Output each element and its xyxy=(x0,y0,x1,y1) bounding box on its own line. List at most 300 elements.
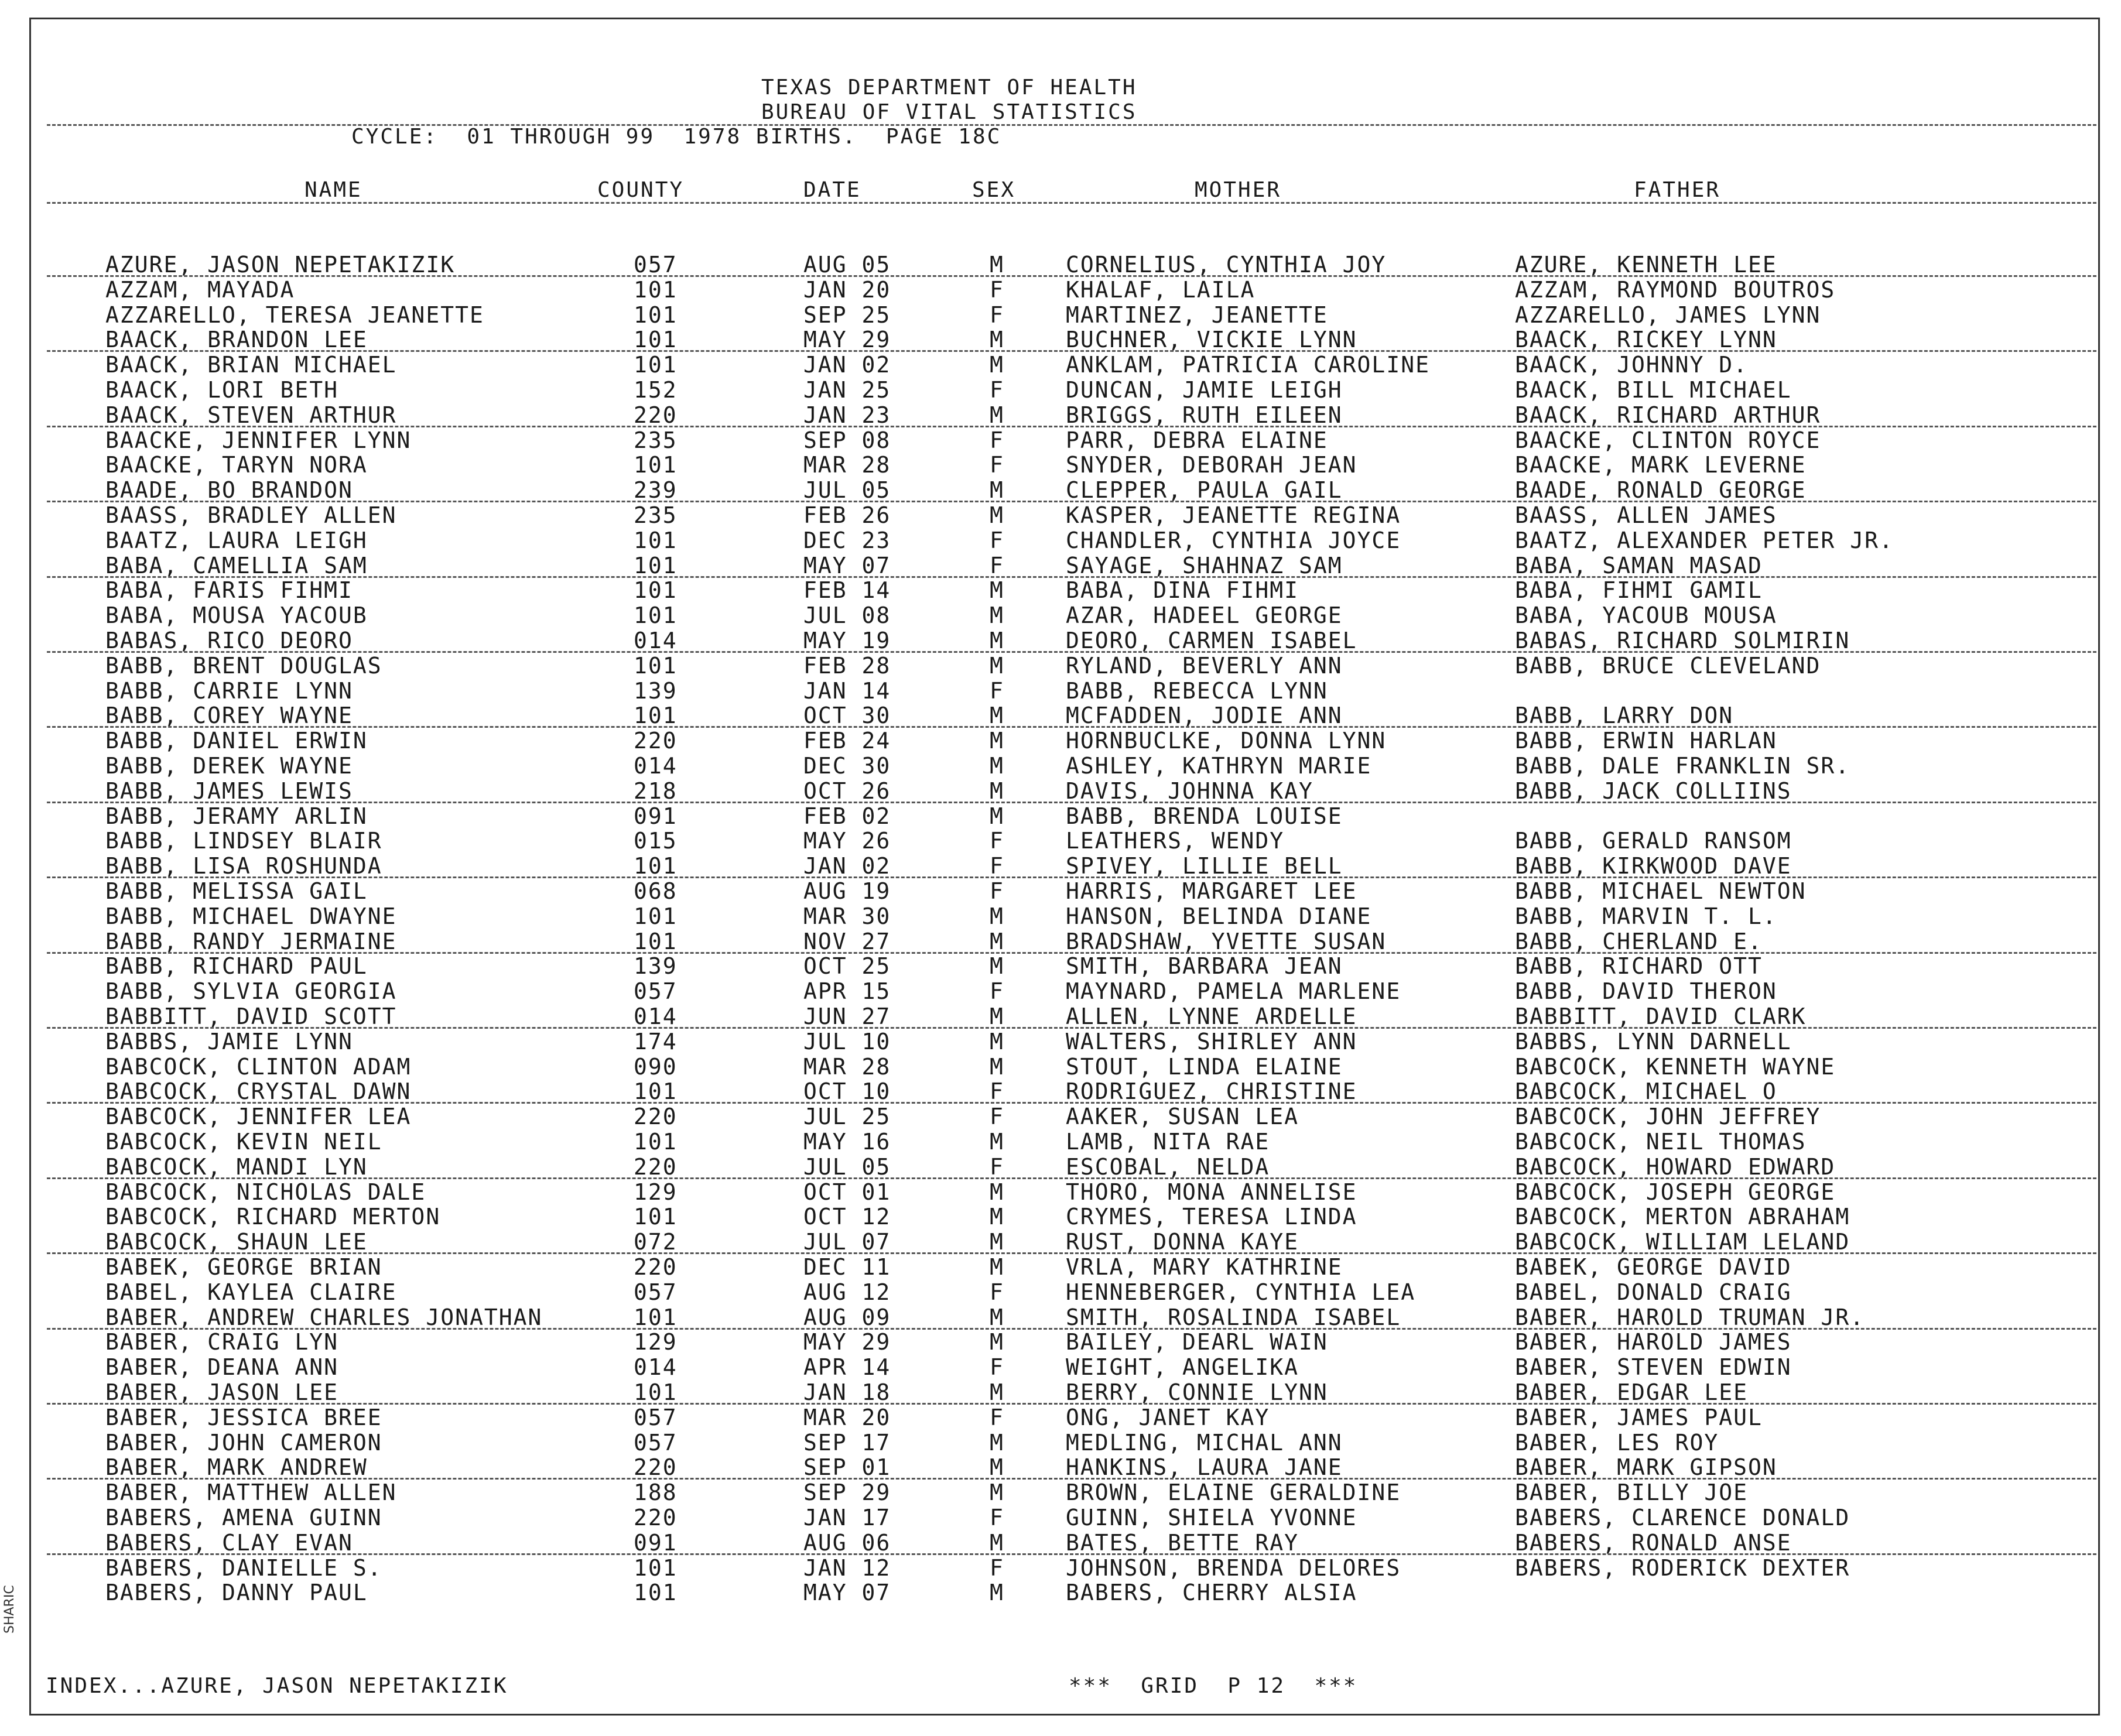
record-father: BABER, EDGAR LEE xyxy=(1515,1379,1749,1405)
record-date: MAY 16 xyxy=(803,1129,891,1155)
record-mother: DEORO, CARMEN ISABEL xyxy=(1066,628,1357,653)
record-mother: PARR, DEBRA ELAINE xyxy=(1066,427,1328,453)
record-father: BABA, YACOUB MOUSA xyxy=(1515,602,1777,629)
record-sex: M xyxy=(990,778,1004,804)
record-name: BABCOCK, SHAUN LEE xyxy=(105,1229,368,1255)
record-name: BABA, MOUSA YACOUB xyxy=(105,602,368,629)
record-name: BABCOCK, KEVIN NEIL xyxy=(105,1129,382,1155)
record-name: BABB, MELISSA GAIL xyxy=(105,878,368,904)
record-sex: F xyxy=(990,452,1004,478)
record-name: BABER, ANDREW CHARLES JONATHAN xyxy=(105,1304,543,1330)
record-mother: VRLA, MARY KATHRINE xyxy=(1066,1254,1343,1280)
record-county: 101 xyxy=(634,302,678,328)
record-father: BABB, MICHAEL NEWTON xyxy=(1515,878,1807,904)
record-date: DEC 11 xyxy=(803,1254,891,1280)
record-county: 152 xyxy=(634,377,678,403)
record-mother: BABA, DINA FIHMI xyxy=(1066,577,1299,604)
record-father: BABERS, RONALD ANSE xyxy=(1515,1529,1792,1556)
grid-footer: *** GRID P 12 *** xyxy=(1069,1674,1358,1698)
record-sex: M xyxy=(990,1454,1004,1481)
record-county: 235 xyxy=(634,502,678,528)
record-name: BABER, JESSICA BREE xyxy=(105,1404,382,1430)
col-header-date: DATE xyxy=(803,178,861,202)
record-date: FEB 14 xyxy=(803,577,891,604)
record-mother: RODRIGUEZ, CHRISTINE xyxy=(1066,1078,1357,1105)
record-name: BABCOCK, RICHARD MERTON xyxy=(105,1204,441,1230)
record-sex: M xyxy=(990,1004,1004,1029)
record-date: OCT 10 xyxy=(803,1078,891,1105)
bureau-title: BUREAU OF VITAL STATISTICS xyxy=(761,100,1137,124)
record-sex: M xyxy=(990,502,1004,528)
record-father: BAADE, RONALD GEORGE xyxy=(1515,477,1807,504)
department-title: TEXAS DEPARTMENT OF HEALTH xyxy=(761,76,1137,100)
record-mother: STOUT, LINDA ELAINE xyxy=(1066,1053,1343,1080)
record-county: 057 xyxy=(634,1279,678,1305)
record-mother: MEDLING, MICHAL ANN xyxy=(1066,1429,1343,1456)
record-sex: M xyxy=(990,1429,1004,1456)
record-county: 101 xyxy=(634,527,678,553)
record-county: 220 xyxy=(634,728,678,754)
record-mother: BABB, BRENDA LOUISE xyxy=(1066,803,1343,829)
record-date: MAY 07 xyxy=(803,1580,891,1606)
col-header-name: NAME xyxy=(305,178,362,202)
record-name: BABB, DANIEL ERWIN xyxy=(105,728,368,754)
record-father: BABB, ERWIN HARLAN xyxy=(1515,728,1777,754)
record-date: MAY 19 xyxy=(803,628,891,653)
record-name: BABCOCK, JENNIFER LEA xyxy=(105,1104,412,1130)
record-date: JAN 12 xyxy=(803,1554,891,1581)
record-date: JAN 14 xyxy=(803,677,891,704)
record-father: BABCOCK, WILLIAM LELAND xyxy=(1515,1229,1850,1255)
record-date: OCT 12 xyxy=(803,1204,891,1230)
col-header-sex: SEX xyxy=(972,178,1016,202)
record-mother: GUINN, SHIELA YVONNE xyxy=(1066,1505,1357,1530)
record-name: BABB, SYLVIA GEORGIA xyxy=(105,978,397,1005)
record-mother: ASHLEY, KATHRYN MARIE xyxy=(1066,753,1372,779)
record-county: 129 xyxy=(634,1329,678,1355)
record-sex: M xyxy=(990,1179,1004,1205)
record-county: 220 xyxy=(634,1104,678,1130)
record-sex: F xyxy=(990,1104,1004,1130)
record-sex: F xyxy=(990,878,1004,904)
record-name: BABB, LISA ROSHUNDA xyxy=(105,853,382,879)
record-mother: HORNBUCLKE, DONNA LYNN xyxy=(1066,728,1387,754)
record-mother: SPIVEY, LILLIE BELL xyxy=(1066,853,1343,879)
record-mother: HANSON, BELINDA DIANE xyxy=(1066,903,1372,929)
record-mother: MARTINEZ, JEANETTE xyxy=(1066,302,1328,328)
record-date: AUG 12 xyxy=(803,1279,891,1305)
record-sex: M xyxy=(990,1129,1004,1155)
record-mother: HARRIS, MARGARET LEE xyxy=(1066,878,1357,904)
record-father: BABER, JAMES PAUL xyxy=(1515,1404,1763,1430)
record-county: 091 xyxy=(634,1529,678,1556)
record-county: 057 xyxy=(634,978,678,1005)
record-sex: M xyxy=(990,1254,1004,1280)
record-name: BABER, DEANA ANN xyxy=(105,1354,339,1381)
record-county: 101 xyxy=(634,1580,678,1606)
record-father: BABB, DALE FRANKLIN SR. xyxy=(1515,753,1850,779)
record-name: AZURE, JASON NEPETAKIZIK xyxy=(105,252,456,278)
record-father: BABB, MARVIN T. L. xyxy=(1515,903,1777,929)
record-sex: F xyxy=(990,1354,1004,1381)
record-mother: KASPER, JEANETTE REGINA xyxy=(1066,502,1401,528)
record-father: BABCOCK, MERTON ABRAHAM xyxy=(1515,1204,1850,1230)
record-name: AZZAM, MAYADA xyxy=(105,276,295,303)
record-mother: AAKER, SUSAN LEA xyxy=(1066,1104,1299,1130)
record-date: JUN 27 xyxy=(803,1004,891,1029)
record-name: BABB, MICHAEL DWAYNE xyxy=(105,903,397,929)
record-date: SEP 29 xyxy=(803,1480,891,1506)
record-name: BABB, RICHARD PAUL xyxy=(105,953,368,980)
record-name: BABB, LINDSEY BLAIR xyxy=(105,828,382,854)
record-county: 057 xyxy=(634,252,678,278)
side-label: SHARIC xyxy=(2,1585,17,1634)
record-sex: F xyxy=(990,1554,1004,1581)
record-mother: BABERS, CHERRY ALSIA xyxy=(1066,1580,1357,1606)
record-name: BABER, CRAIG LYN xyxy=(105,1329,339,1355)
record-mother: MCFADDEN, JODIE ANN xyxy=(1066,703,1343,729)
record-county: 220 xyxy=(634,1254,678,1280)
record-county: 101 xyxy=(634,602,678,629)
record-name: BABEL, KAYLEA CLAIRE xyxy=(105,1279,397,1305)
record-mother: RYLAND, BEVERLY ANN xyxy=(1066,652,1343,679)
record-father: BABER, BILLY JOE xyxy=(1515,1480,1749,1506)
record-name: BABER, MATTHEW ALLEN xyxy=(105,1480,397,1506)
record-date: SEP 25 xyxy=(803,302,891,328)
record-county: 101 xyxy=(634,652,678,679)
record-name: BABB, RANDY JERMAINE xyxy=(105,928,397,954)
record-date: DEC 30 xyxy=(803,753,891,779)
record-father: BABBITT, DAVID CLARK xyxy=(1515,1004,1807,1029)
record-county: 101 xyxy=(634,903,678,929)
record-father: BAACKE, MARK LEVERNE xyxy=(1515,452,1807,478)
record-sex: M xyxy=(990,703,1004,729)
record-sex: F xyxy=(990,853,1004,879)
record-date: MAR 20 xyxy=(803,1404,891,1430)
record-sex: M xyxy=(990,477,1004,504)
record-name: BAACK, STEVEN ARTHUR xyxy=(105,402,397,428)
record-father: BABCOCK, KENNETH WAYNE xyxy=(1515,1053,1836,1080)
record-name: BABB, COREY WAYNE xyxy=(105,703,353,729)
record-sex: M xyxy=(990,953,1004,980)
record-father: BABCOCK, HOWARD EDWARD xyxy=(1515,1153,1836,1180)
record-mother: THORO, MONA ANNELISE xyxy=(1066,1179,1357,1205)
record-mother: SMITH, ROSALINDA ISABEL xyxy=(1066,1304,1401,1330)
record-sex: F xyxy=(990,552,1004,578)
record-mother: LEATHERS, WENDY xyxy=(1066,828,1285,854)
record-county: 014 xyxy=(634,1004,678,1029)
col-header-father: FATHER xyxy=(1634,178,1721,202)
record-father: BABER, HAROLD JAMES xyxy=(1515,1329,1792,1355)
record-date: SEP 17 xyxy=(803,1429,891,1456)
record-county: 014 xyxy=(634,753,678,779)
record-county: 101 xyxy=(634,352,678,378)
record-county: 068 xyxy=(634,878,678,904)
record-county: 139 xyxy=(634,677,678,704)
record-father: BABAS, RICHARD SOLMIRIN xyxy=(1515,628,1850,653)
record-sex: M xyxy=(990,1053,1004,1080)
record-name: BABCOCK, CLINTON ADAM xyxy=(105,1053,412,1080)
record-father: BAACK, RICHARD ARTHUR xyxy=(1515,402,1821,428)
record-sex: F xyxy=(990,1153,1004,1180)
record-sex: M xyxy=(990,1580,1004,1606)
record-sex: M xyxy=(990,652,1004,679)
record-mother: BROWN, ELAINE GERALDINE xyxy=(1066,1480,1401,1506)
record-mother: ESCOBAL, NELDA xyxy=(1066,1153,1270,1180)
record-county: 101 xyxy=(634,1204,678,1230)
record-name: AZZARELLO, TERESA JEANETTE xyxy=(105,302,484,328)
record-name: BAASS, BRADLEY ALLEN xyxy=(105,502,397,528)
cycle-line: CYCLE: 01 THROUGH 99 1978 BIRTHS. PAGE 18C xyxy=(351,125,1002,149)
record-county: 101 xyxy=(634,1379,678,1405)
record-mother: KHALAF, LAILA xyxy=(1066,276,1256,303)
record-name: BABB, CARRIE LYNN xyxy=(105,677,353,704)
record-father: BABB, GERALD RANSOM xyxy=(1515,828,1792,854)
record-mother: SMITH, BARBARA JEAN xyxy=(1066,953,1343,980)
record-name: BAACKE, TARYN NORA xyxy=(105,452,368,478)
record-date: JAN 25 xyxy=(803,377,891,403)
record-date: JAN 02 xyxy=(803,352,891,378)
record-county: 072 xyxy=(634,1229,678,1255)
record-date: SEP 08 xyxy=(803,427,891,453)
record-sex: M xyxy=(990,402,1004,428)
record-county: 220 xyxy=(634,1505,678,1530)
record-sex: M xyxy=(990,1304,1004,1330)
record-father: BABER, STEVEN EDWIN xyxy=(1515,1354,1792,1381)
record-name: BABA, FARIS FIHMI xyxy=(105,577,353,604)
record-name: BAATZ, LAURA LEIGH xyxy=(105,527,368,553)
record-county: 101 xyxy=(634,928,678,954)
record-mother: ANKLAM, PATRICIA CAROLINE xyxy=(1066,352,1430,378)
record-name: BABCOCK, CRYSTAL DAWN xyxy=(105,1078,412,1105)
record-date: AUG 09 xyxy=(803,1304,891,1330)
record-sex: M xyxy=(990,352,1004,378)
record-county: 101 xyxy=(634,1078,678,1105)
record-date: AUG 19 xyxy=(803,878,891,904)
record-county: 057 xyxy=(634,1404,678,1430)
record-sex: M xyxy=(990,753,1004,779)
record-sex: M xyxy=(990,1028,1004,1054)
record-county: 101 xyxy=(634,1304,678,1330)
record-name: BABCOCK, NICHOLAS DALE xyxy=(105,1179,426,1205)
record-father: BABEL, DONALD CRAIG xyxy=(1515,1279,1792,1305)
record-sex: F xyxy=(990,828,1004,854)
record-sex: M xyxy=(990,803,1004,829)
record-name: BABERS, AMENA GUINN xyxy=(105,1505,382,1530)
record-name: BABERS, CLAY EVAN xyxy=(105,1529,353,1556)
record-mother: BABB, REBECCA LYNN xyxy=(1066,677,1328,704)
record-mother: BRIGGS, RUTH EILEEN xyxy=(1066,402,1343,428)
record-date: MAY 29 xyxy=(803,327,891,353)
record-father: BABB, BRUCE CLEVELAND xyxy=(1515,652,1821,679)
column-header-rule xyxy=(47,202,2096,204)
record-county: 015 xyxy=(634,828,678,854)
record-father: AZURE, KENNETH LEE xyxy=(1515,252,1777,278)
record-date: FEB 26 xyxy=(803,502,891,528)
record-county: 174 xyxy=(634,1028,678,1054)
record-mother: CRYMES, TERESA LINDA xyxy=(1066,1204,1357,1230)
index-footer: INDEX...AZURE, JASON NEPETAKIZIK xyxy=(46,1674,508,1698)
record-date: OCT 30 xyxy=(803,703,891,729)
record-date: AUG 05 xyxy=(803,252,891,278)
record-sex: F xyxy=(990,527,1004,553)
record-date: JUL 05 xyxy=(803,477,891,504)
record-date: JUL 07 xyxy=(803,1229,891,1255)
record-name: BAACK, BRIAN MICHAEL xyxy=(105,352,397,378)
record-sex: M xyxy=(990,1204,1004,1230)
record-father: BAACKE, CLINTON ROYCE xyxy=(1515,427,1821,453)
record-sex: M xyxy=(990,327,1004,353)
record-county: 220 xyxy=(634,402,678,428)
record-father: BABCOCK, MICHAEL O xyxy=(1515,1078,1777,1105)
record-sex: M xyxy=(990,903,1004,929)
record-county: 057 xyxy=(634,1429,678,1456)
record-date: OCT 25 xyxy=(803,953,891,980)
record-sex: M xyxy=(990,1480,1004,1506)
record-father: BAACK, BILL MICHAEL xyxy=(1515,377,1792,403)
record-mother: SNYDER, DEBORAH JEAN xyxy=(1066,452,1357,478)
record-mother: HENNEBERGER, CYNTHIA LEA xyxy=(1066,1279,1416,1305)
record-date: JAN 20 xyxy=(803,276,891,303)
record-sex: F xyxy=(990,377,1004,403)
record-mother: DUNCAN, JAMIE LEIGH xyxy=(1066,377,1343,403)
record-county: 235 xyxy=(634,427,678,453)
record-mother: CHANDLER, CYNTHIA JOYCE xyxy=(1066,527,1401,553)
record-date: JUL 05 xyxy=(803,1153,891,1180)
record-name: BABB, JERAMY ARLIN xyxy=(105,803,368,829)
record-sex: M xyxy=(990,1329,1004,1355)
record-father: BABB, CHERLAND E. xyxy=(1515,928,1763,954)
record-sex: M xyxy=(990,728,1004,754)
record-date: JAN 18 xyxy=(803,1379,891,1405)
record-date: FEB 24 xyxy=(803,728,891,754)
record-county: 101 xyxy=(634,1554,678,1581)
record-father: AZZAM, RAYMOND BOUTROS xyxy=(1515,276,1836,303)
record-mother: MAYNARD, PAMELA MARLENE xyxy=(1066,978,1401,1005)
record-name: BABER, MARK ANDREW xyxy=(105,1454,368,1481)
record-sex: M xyxy=(990,252,1004,278)
record-county: 091 xyxy=(634,803,678,829)
record-county: 188 xyxy=(634,1480,678,1506)
record-county: 101 xyxy=(634,452,678,478)
record-sex: F xyxy=(990,1505,1004,1530)
record-date: MAR 28 xyxy=(803,452,891,478)
record-sex: M xyxy=(990,628,1004,653)
record-county: 139 xyxy=(634,953,678,980)
record-date: MAY 29 xyxy=(803,1329,891,1355)
record-father: BABERS, RODERICK DEXTER xyxy=(1515,1554,1850,1581)
record-date: APR 14 xyxy=(803,1354,891,1381)
record-county: 220 xyxy=(634,1454,678,1481)
record-date: JUL 25 xyxy=(803,1104,891,1130)
record-date: MAR 28 xyxy=(803,1053,891,1080)
record-sex: M xyxy=(990,577,1004,604)
record-county: 014 xyxy=(634,628,678,653)
record-mother: BAILEY, DEARL WAIN xyxy=(1066,1329,1328,1355)
record-date: APR 15 xyxy=(803,978,891,1005)
record-sex: F xyxy=(990,1404,1004,1430)
record-county: 014 xyxy=(634,1354,678,1381)
record-name: BAACKE, JENNIFER LYNN xyxy=(105,427,412,453)
record-father: BABCOCK, NEIL THOMAS xyxy=(1515,1129,1807,1155)
record-sex: M xyxy=(990,1529,1004,1556)
record-father: BABCOCK, JOHN JEFFREY xyxy=(1515,1104,1821,1130)
record-father: BABB, LARRY DON xyxy=(1515,703,1734,729)
record-sex: M xyxy=(990,928,1004,954)
record-father: BABBS, LYNN DARNELL xyxy=(1515,1028,1792,1054)
record-name: BABCOCK, MANDI LYN xyxy=(105,1153,368,1180)
record-date: JAN 02 xyxy=(803,853,891,879)
record-county: 090 xyxy=(634,1053,678,1080)
record-county: 239 xyxy=(634,477,678,504)
record-date: MAY 26 xyxy=(803,828,891,854)
record-date: FEB 02 xyxy=(803,803,891,829)
record-mother: CLEPPER, PAULA GAIL xyxy=(1066,477,1343,504)
record-name: BABBS, JAMIE LYNN xyxy=(105,1028,353,1054)
record-father: BABA, FIHMI GAMIL xyxy=(1515,577,1763,604)
record-name: BABB, JAMES LEWIS xyxy=(105,778,353,804)
record-mother: BRADSHAW, YVETTE SUSAN xyxy=(1066,928,1387,954)
record-father: BABB, KIRKWOOD DAVE xyxy=(1515,853,1792,879)
record-name: BABEK, GEORGE BRIAN xyxy=(105,1254,382,1280)
record-county: 218 xyxy=(634,778,678,804)
record-father: BABER, MARK GIPSON xyxy=(1515,1454,1777,1481)
record-name: BABB, DEREK WAYNE xyxy=(105,753,353,779)
record-date: JAN 17 xyxy=(803,1505,891,1530)
record-name: BABAS, RICO DEORO xyxy=(105,628,353,653)
record-mother: LAMB, NITA RAE xyxy=(1066,1129,1270,1155)
record-date: MAR 30 xyxy=(803,903,891,929)
record-sex: M xyxy=(990,1379,1004,1405)
record-name: BABERS, DANIELLE S. xyxy=(105,1554,382,1581)
record-mother: RUST, DONNA KAYE xyxy=(1066,1229,1299,1255)
record-mother: BATES, BETTE RAY xyxy=(1066,1529,1299,1556)
record-father: BAACK, RICKEY LYNN xyxy=(1515,327,1777,353)
record-name: BAACK, BRANDON LEE xyxy=(105,327,368,353)
record-county: 129 xyxy=(634,1179,678,1205)
record-date: NOV 27 xyxy=(803,928,891,954)
record-sex: F xyxy=(990,302,1004,328)
record-county: 101 xyxy=(634,327,678,353)
record-mother: BUCHNER, VICKIE LYNN xyxy=(1066,327,1357,353)
record-father: BABCOCK, JOSEPH GEORGE xyxy=(1515,1179,1836,1205)
record-sex: M xyxy=(990,1229,1004,1255)
record-sex: F xyxy=(990,978,1004,1005)
record-date: AUG 06 xyxy=(803,1529,891,1556)
record-name: BABERS, DANNY PAUL xyxy=(105,1580,368,1606)
record-county: 101 xyxy=(634,577,678,604)
record-county: 101 xyxy=(634,552,678,578)
record-mother: WALTERS, SHIRLEY ANN xyxy=(1066,1028,1357,1054)
record-name: BABER, JASON LEE xyxy=(105,1379,339,1405)
record-father: BABA, SAMAN MASAD xyxy=(1515,552,1763,578)
record-name: BABA, CAMELLIA SAM xyxy=(105,552,368,578)
record-father: BAASS, ALLEN JAMES xyxy=(1515,502,1777,528)
record-father: BABERS, CLARENCE DONALD xyxy=(1515,1505,1850,1530)
record-father: BAACK, JOHNNY D. xyxy=(1515,352,1749,378)
record-date: FEB 28 xyxy=(803,652,891,679)
record-name: BABB, BRENT DOUGLAS xyxy=(105,652,382,679)
record-father: BABEK, GEORGE DAVID xyxy=(1515,1254,1792,1280)
record-father: AZZARELLO, JAMES LYNN xyxy=(1515,302,1821,328)
record-name: BAACK, LORI BETH xyxy=(105,377,339,403)
record-date: JUL 10 xyxy=(803,1028,891,1054)
record-name: BAADE, BO BRANDON xyxy=(105,477,353,504)
record-county: 101 xyxy=(634,703,678,729)
record-father: BABB, JACK COLLIINS xyxy=(1515,778,1792,804)
record-father: BAATZ, ALEXANDER PETER JR. xyxy=(1515,527,1894,553)
record-date: OCT 01 xyxy=(803,1179,891,1205)
